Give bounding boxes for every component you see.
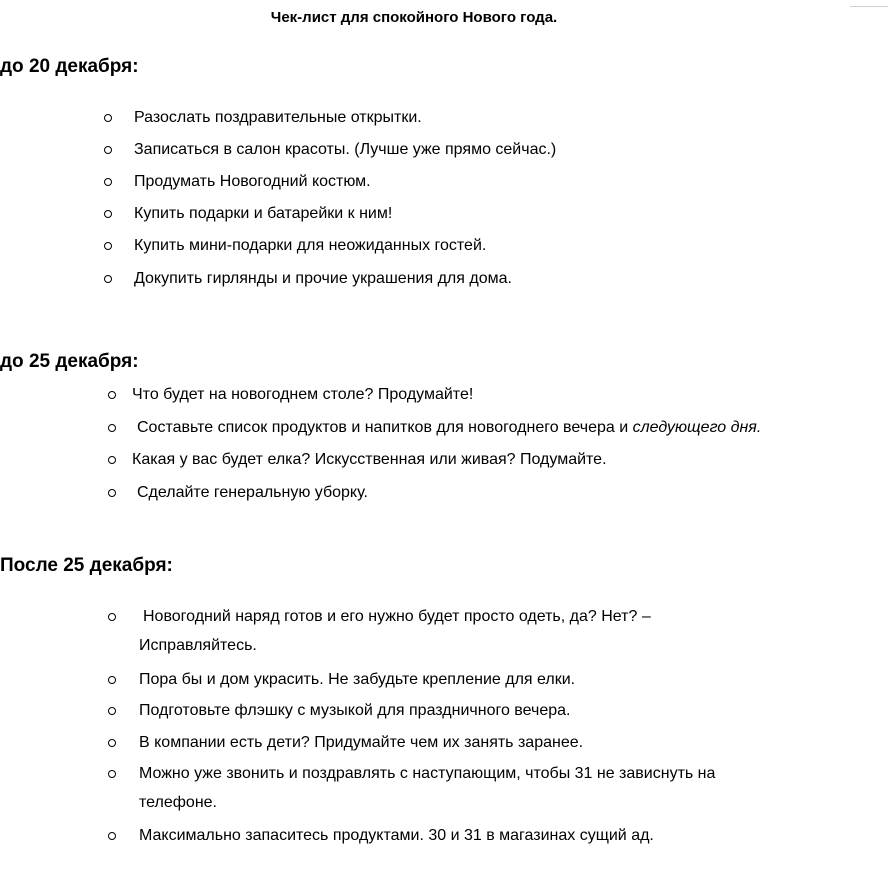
circle-bullet-icon [104,210,112,218]
document-title: Чек-лист для спокойного Нового года. [270,9,558,26]
top-border-line [850,6,888,7]
circle-bullet-icon [108,676,116,684]
circle-bullet-icon [104,114,112,122]
circle-bullet-icon [108,456,116,464]
circle-bullet-icon [108,770,116,778]
section-heading-dec20: до 20 декабря: [0,56,139,77]
circle-bullet-icon [104,275,112,283]
circle-bullet-icon [104,146,112,154]
circle-bullet-icon [104,242,112,250]
circle-bullet-icon [108,613,116,621]
circle-bullet-icon [108,707,116,715]
circle-bullet-icon [108,832,116,840]
circle-bullet-icon [108,391,116,399]
circle-bullet-icon [108,424,116,432]
circle-bullet-icon [108,739,116,747]
section-heading-dec25: до 25 декабря: [0,351,139,372]
circle-bullet-icon [108,489,116,497]
circle-bullet-icon [104,178,112,186]
section-heading-after-dec25: После 25 декабря: [0,555,173,576]
